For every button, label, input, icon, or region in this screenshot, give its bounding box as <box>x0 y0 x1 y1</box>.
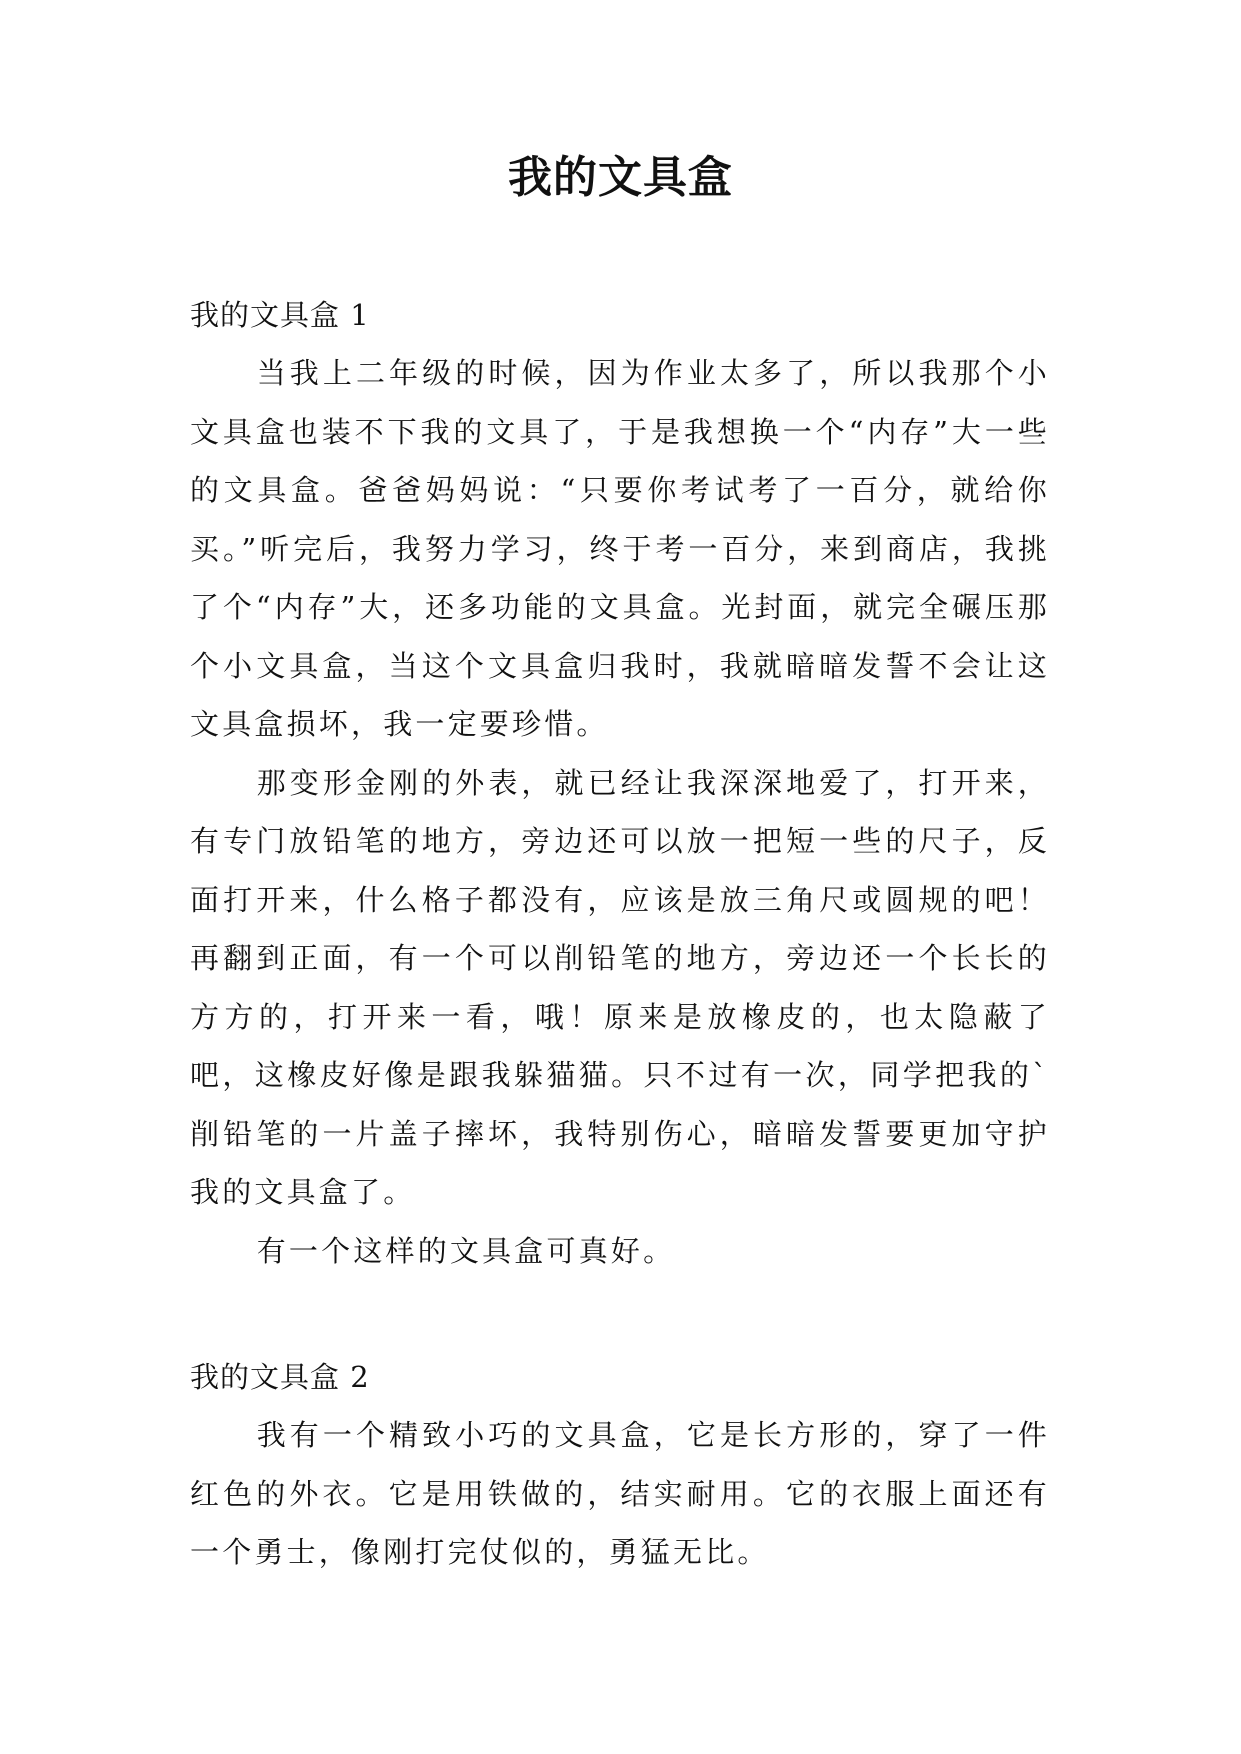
paragraph: 那变形金刚的外表，就已经让我深深地爱了，打开来，有专门放铅笔的地方，旁边还可以放一把短一些的尺子，反面打开来，什么格子都没有，应该是放三角尺或圆规的吧！再翻到正面，有一个可以削铅笔的地方，旁边还一个长长的方方的，打开来一看，哦！原来是放橡皮的，也太隐蔽了吧，这橡皮好像是跟我躲猫猫。只不过有一次，同学把我的`削铅笔的一片盖子摔坏，我特别伤心，暗暗发誓要更加守护我的文具盒了。 <box>190 765 1050 1209</box>
paragraph: 当我上二年级的时候，因为作业太多了，所以我那个小文具盒也装不下我的文具了，于是我想换一个“内存”大一些的文具盒。爸爸妈妈说：“只要你考试考了一百分，就给你买。”听完后，我努力学习，终于考一百分，来到商店，我挑了个“内存”大，还多功能的文具盒。光封面，就完全碾压那个小文具盒，当这个文具盒归我时，我就暗暗发誓不会让这文具盒损坏，我一定要珍惜。 <box>190 356 1050 741</box>
essay-section-2 <box>190 1349 1050 1582</box>
document-body <box>190 287 1050 1582</box>
document-title: 我的文具盒 <box>508 152 733 203</box>
section-heading: 我的文具盒 2 <box>190 1360 370 1394</box>
section-heading: 我的文具盒 1 <box>190 298 370 332</box>
paragraph: 我有一个精致小巧的文具盒，它是长方形的，穿了一件红色的外衣。它是用铁做的，结实耐用。它的衣服上面还有一个勇士，像刚打完仗似的，勇猛无比。 <box>190 1418 1050 1569</box>
essay-section-1 <box>190 287 1050 1280</box>
paragraph: 有一个这样的文具盒可真好。 <box>256 1233 676 1268</box>
